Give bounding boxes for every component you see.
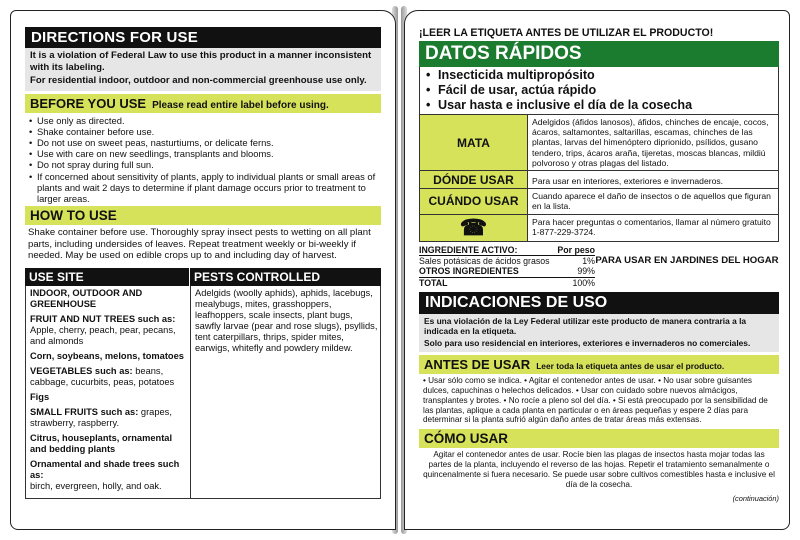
use-table <box>25 286 381 499</box>
mata-text: Adelgidos (áfidos lanosos), áfidos, chinches de encaje, cocos, ácaros, saltamontes, saltarillas, escamas, chinches de las plantas, larvas del himenóptero diprionido, psílidos, gusano tendero, trips, ácaros araña, tijeretas, moscas blancas, mildiú polvoroso y otras plagas del listado. <box>532 117 769 168</box>
site-head: INDOOR, OUTDOOR AND GREENHOUSE <box>30 287 143 309</box>
ingredient-value: 100% <box>572 277 595 288</box>
ingredient-label: Sales potásicas de ácidos grasos <box>419 256 550 267</box>
cuando-text: Cuando aparece el daño de insectos o de aquellos que figuran en la lista. <box>532 191 771 212</box>
features-list <box>420 67 778 114</box>
ingredients-header <box>419 245 595 256</box>
how-text: Shake container before use. Thoroughly spray insect pests to wetting on all plant parts, including undersides of leaves. Repeat treatment weekly or bi-weekly if needed. May be used on edible crops up to and including day of harvest. <box>28 227 371 262</box>
site-body: grapes, strawberry, raspberry. <box>30 406 172 428</box>
site-item <box>30 407 186 429</box>
before-title: BEFORE YOU USE <box>30 95 147 111</box>
violation-text: It is a violation of Federal Law to use this product in a manner inconsistent with its labeling. <box>30 50 372 73</box>
telephone-icon: ☎ <box>459 214 488 240</box>
site-item <box>30 351 186 362</box>
antes-header <box>419 355 779 374</box>
directions-title: DIRECTIONS FOR USE <box>25 27 381 48</box>
list-item: • Shake container before use. <box>29 126 377 137</box>
antes-subtitle: Leer toda la etiqueta antes de usar el producto. <box>536 361 725 372</box>
indic-title: INDICACIONES DE USO <box>419 292 779 314</box>
pests-text: Adelgids (woolly aphids), aphids, lacebugs, mealybugs, mites, grasshoppers, leafhoppers, scale insects, plant bugs, sawfly larvae (pear and rose slugs), psyllids, tent caterpillars, thrips, spider mites, earwigs, whitefly and powdery mildew. <box>195 287 378 353</box>
top-warning: ¡LEER LA ETIQUETA ANTES DE UTILIZAR EL PRODUCTO! <box>419 27 714 39</box>
use-table-header <box>25 268 381 286</box>
list-item: • Do not spray during full sun. <box>29 159 377 170</box>
mata-label: MATA <box>420 115 528 170</box>
before-header <box>25 94 381 113</box>
mata-row <box>420 114 778 170</box>
site-head: FRUIT AND NUT TREES such as: <box>30 313 176 324</box>
indic-text-2: Solo para uso residencial en interiores, exteriores e invernaderos no comerciales. <box>424 338 751 349</box>
donde-row <box>420 170 778 188</box>
site-body: Apple, cherry, peach, pear, pecans, and almonds <box>30 324 176 346</box>
site-item <box>30 392 186 403</box>
ingredient-row <box>419 256 595 266</box>
use-site-column <box>26 286 190 498</box>
cuando-row <box>420 188 778 213</box>
list-item: • Fácil de usar, actúa rápido <box>426 83 772 98</box>
como-text: Agitar el contenedor antes de usar. Rocíe bien las plagas de insectos hasta mojar todas las partes de la planta, incluyendo el reverso de las hojas. Repetir el tratamiento semanalmente o quincenalmente si fuera necesario. Se puede usar sobre cultivos comestibles hasta e inclusive el día de la cosecha. <box>423 450 775 489</box>
violation-notice <box>25 48 381 91</box>
list-item: • Insecticida multipropósito <box>426 68 772 83</box>
site-head: Ornamental and shade trees such as: <box>30 458 180 480</box>
right-page <box>404 10 790 530</box>
site-item <box>30 366 186 388</box>
site-head: Corn, soybeans, melons, tomatoes <box>30 350 184 361</box>
antes-text: • Usar sólo como se indica. • Agitar el contenedor antes de usar. • No usar sobre guisantes dulces, capuchinas o helechos delicados. • Usar con cuidado sobre nuevos almácigos, transplantes y brotes. • No rocíe a pleno sol del día. • Si está preocupado por la sensibilidad de las plantas, aplique a cada planta en particular o en áreas pequeñas y espere 2 días para determinar si la planta sufrió algún daño antes de tratar áreas más extensas. <box>423 376 768 425</box>
residential-text: For residential indoor, outdoor and non-commercial greenhouse use only. <box>30 75 367 86</box>
datos-box <box>419 67 779 242</box>
indic-text-1: Es una violación de la Ley Federal utilizar este producto de manera contraria a la indicada en la etiqueta. <box>424 316 747 337</box>
list-item: • Use with care on new seedlings, transplants and blooms. <box>29 148 377 159</box>
before-subtitle: Please read entire label before using. <box>152 99 329 111</box>
right-page-content <box>419 27 779 503</box>
before-list <box>25 113 381 207</box>
left-page <box>10 10 396 530</box>
donde-label: DÓNDE USAR <box>420 171 528 188</box>
site-item <box>30 314 186 347</box>
site-body: birch, evergreen, holly, and oak. <box>30 480 162 491</box>
ingredient-value: 1% <box>582 256 595 267</box>
site-item <box>30 288 186 310</box>
site-head: SMALL FRUITS such as: <box>30 406 139 417</box>
list-item: • Do not use on sweet peas, nasturtiums, or delicate ferns. <box>29 137 377 148</box>
site-head: Citrus, houseplants, ornamental and bedding plants <box>30 432 173 454</box>
phone-text: Para hacer preguntas o comentarios, llamar al número gratuito 1-877-229-3724. <box>532 216 771 237</box>
list-item: • Usar hasta e inclusive el día de la cosecha <box>426 98 772 113</box>
continuation-note: (continuación) <box>732 494 779 504</box>
indic-notice <box>419 314 779 352</box>
ingredients-block <box>419 245 779 289</box>
ingredients-title: INGREDIENTE ACTIVO: <box>419 244 518 255</box>
site-body: beans, cabbage, cucurbits, peas, potatoes <box>30 365 175 387</box>
list-item: • If concerned about sensitivity of plants, apply to individual plants or small areas of plants and wait 2 days to determine if plant damage occurs prior to treatment to larger areas. <box>29 171 377 205</box>
cuando-label: CUÁNDO USAR <box>420 189 528 213</box>
ingredient-value: 99% <box>577 266 595 277</box>
jardines-text: PARA USAR EN JARDINES DEL HOGAR <box>595 254 779 266</box>
datos-title: DATOS RÁPIDOS <box>419 41 779 67</box>
ingredient-label: TOTAL <box>419 277 448 288</box>
site-head: Figs <box>30 391 50 402</box>
ingredients-list <box>419 245 595 289</box>
ingredient-total-row <box>419 278 595 288</box>
donde-text: Para usar en interiores, exteriores e invernaderos. <box>532 176 724 187</box>
ingredient-row <box>419 266 595 277</box>
site-item <box>30 459 186 492</box>
how-header: HOW TO USE <box>25 206 381 225</box>
ingredient-label: OTROS INGREDIENTES <box>419 266 519 277</box>
use-site-title: USE SITE <box>25 268 189 286</box>
phone-cell <box>420 215 528 241</box>
antes-title: ANTES DE USAR <box>424 357 531 373</box>
list-item: • Use only as directed. <box>29 115 377 126</box>
por-peso: Por peso <box>557 244 595 255</box>
como-header: CÓMO USAR <box>419 429 779 448</box>
site-head: VEGETABLES such as: <box>30 365 133 376</box>
pests-column <box>190 286 382 498</box>
left-page-content <box>25 27 381 499</box>
phone-row <box>420 214 778 241</box>
site-item <box>30 433 186 455</box>
pests-title: PESTS CONTROLLED <box>189 268 381 286</box>
